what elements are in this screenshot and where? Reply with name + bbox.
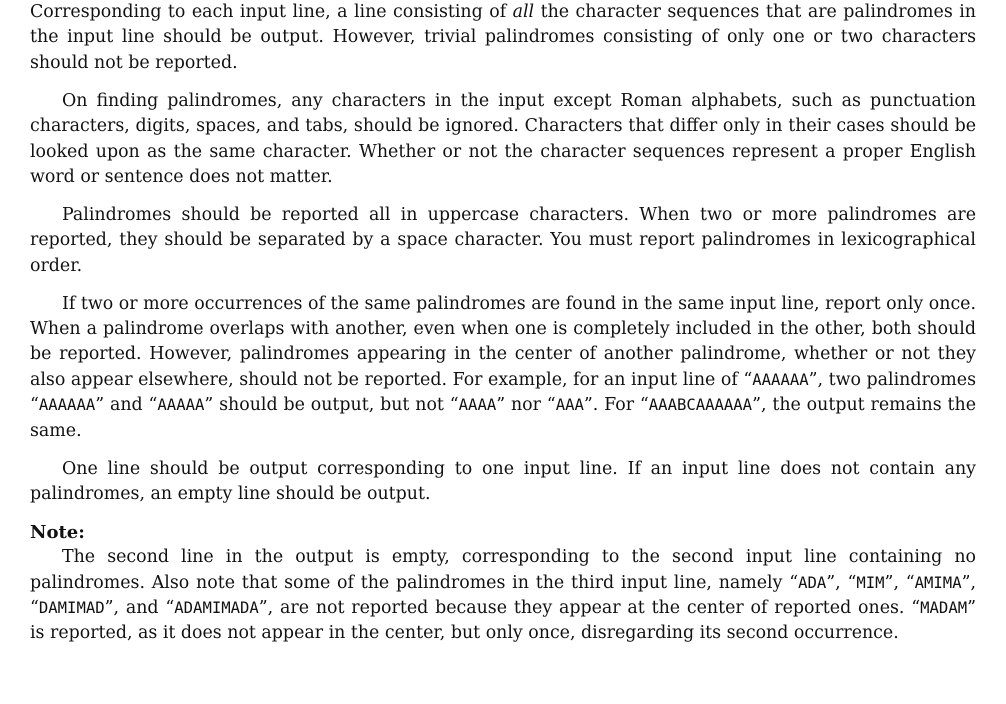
emphasis-text: all	[512, 2, 535, 22]
text-segment: ”, are not reported because they appear at the center of reported ones. “	[258, 598, 921, 619]
problem-statement	[30, 0, 976, 659]
text-segment: ”, “	[30, 572, 977, 619]
text-segment: The second line in the output is empty, corresponding to the second input line containing no palindromes. Also note that some of the palindromes in the third input line, namely “	[30, 547, 976, 593]
code-literal: AAAA	[458, 396, 497, 415]
uppercase-paragraph	[30, 203, 976, 279]
code-literal: DAMIMAD	[38, 599, 105, 618]
text-segment: ”, two palindromes “	[30, 369, 976, 416]
text-segment: ”, the output remains the same.	[30, 395, 976, 441]
output-paragraph	[30, 0, 976, 76]
text-segment: ” is reported, as it does not appear in the center, but only once, disregarding its second occurrence.	[30, 598, 976, 644]
code-literal: AAA	[555, 396, 584, 415]
occurrences-paragraph	[30, 292, 976, 444]
ignore-characters-paragraph	[30, 89, 976, 191]
code-literal: ADAMIMADA	[174, 599, 259, 618]
text-segment: ”, “	[884, 572, 915, 593]
code-literal: MIM	[856, 573, 885, 592]
text-segment: Palindromes should be reported all in uppercase characters. When two or more palindromes are reported, they should be separated by a space character. You must report palindromes in lexicographical order.	[30, 204, 976, 276]
text-segment: the character sequences that are palindromes in the input line should be output. However, trivial palindromes consisting of only one or two characters should not be reported.	[30, 2, 976, 73]
note-heading: Note:	[30, 521, 85, 543]
text-segment: ”, “	[826, 572, 857, 593]
code-literal: AAAAA	[157, 396, 205, 415]
code-literal: AAAAAA	[752, 370, 809, 389]
code-literal: ADA	[798, 573, 827, 592]
code-literal: AAABCAAAAAA	[648, 396, 753, 415]
code-literal: AMIMA	[914, 573, 962, 592]
text-segment: ”. For “	[583, 395, 649, 416]
text-segment: One line should be output corresponding to one input line. If an input line does not contain any palindromes, an empty line should be output.	[30, 458, 976, 504]
note-paragraph	[30, 545, 976, 647]
text-segment: ” should be output, but not “	[204, 395, 459, 416]
text-segment: Corresponding to each input line, a line consisting of	[30, 2, 513, 22]
text-segment: On finding palindromes, any characters in the input except Roman alphabets, such as punctuation characters, digits, spaces, and tabs, should be ignored. Characters that differ only in their cases should be looked upon as the same character. Whether or not the character sequences represent a proper English word or sentence does not matter.	[30, 90, 976, 187]
one-line-paragraph	[30, 457, 976, 508]
text-segment: ”, and “	[104, 598, 175, 619]
text-segment: ” nor “	[496, 395, 556, 416]
text-segment: ” and “	[95, 395, 158, 416]
text-segment: If two or more occurrences of the same palindromes are found in the same input line, report only once. When a palindrome overlaps with another, even when one is completely included in the other, both should be reported. However, palindromes appearing in the center of another palindrome, whether or not they also appear elsewhere, should not be reported. For example, for an input line of “	[30, 293, 976, 390]
code-literal: AAAAAA	[38, 396, 96, 415]
code-literal: MADAM	[920, 599, 968, 618]
